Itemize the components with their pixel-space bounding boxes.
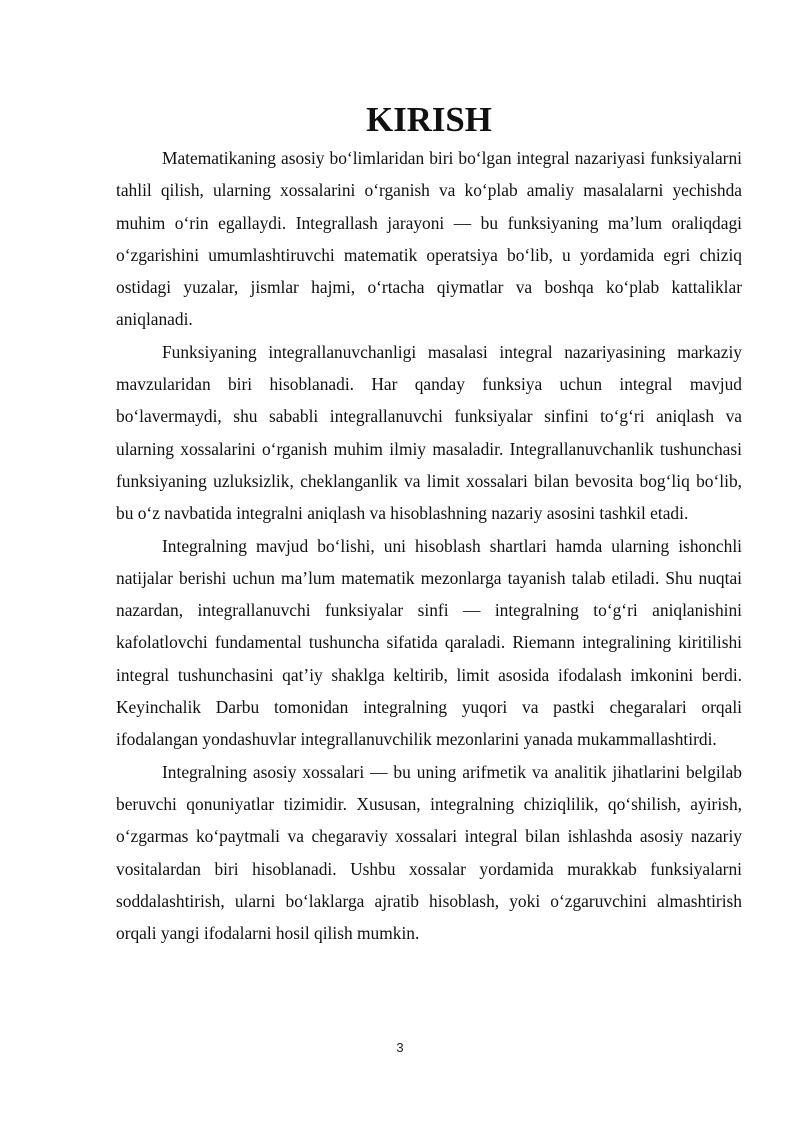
- paragraph-1: Matematikaning asosiy bo‘limlaridan biri bo‘lgan integral nazariyasi funksiyalarni tahlil qilish, ularning xossalarini o‘rganish va ko‘plab amaliy masalalarni yechishda muhim o‘rin egallaydi. Integrallash jarayoni — bu funksiyaning ma’lum oraliqdagi o‘zgarishini umumlashtiruvchi matematik operatsiya bo‘lib, u yordamida egri chiziq ostidagi yuzalar, jismlar hajmi, o‘rtacha qiymatlar va boshqa ko‘plab kattaliklar aniqlanadi.: [116, 148, 742, 330]
- paragraph-4: Integralning asosiy xossalari — bu uning arifmetik va analitik jihatlarini belgilab beruvchi qonuniyatlar tizimidir. Xususan, integralning chiziqlilik, qo‘shilish, ayirish, o‘zgarmas ko‘paytmali va chegaraviy xossalari integral bilan ishlashda asosiy nazariy vositalardan biri hisoblanadi. Ushbu xossalar yordamida murakkab funksiyalarni soddalashtirish, ularni bo‘laklarga ajratib hisoblash, yoki o‘zgaruvchini almashtirish orqali yangi ifodalarni hosil qilish mumkin.: [116, 761, 742, 944]
- paragraph-3: Integralning mavjud bo‘lishi, uni hisoblash shartlari hamda ularning ishonchli natijalar berishi uchun ma’lum matematik mezonlarga tayanish talab etiladi. Shu nuqtai nazardan, integrallanuvchi funksiyalar sinfi — integralning to‘g‘ri aniqlanishini kafolatlovchi fundamental tushuncha sifatida qaraladi. Riemann integralining kiritilishi integral tushunchasini qat’iy shaklga keltirib, limit asosida ifodalash imkonini berdi. Keyinchalik Darbu tomonidan integralning yuqori va pastki chegaralari orqali ifodalangan yondashuvlar integrallanuvchilik mezonlarini yanada mukammallashtirdi.: [116, 535, 742, 750]
- paragraph-2: Funksiyaning integrallanuvchanligi masalasi integral nazariyasining markaziy mavzularidan biri hisoblanadi. Har qanday funksiya uchun integral mavjud bo‘lavermaydi, shu sababli integrallanuvchi funksiyalar sinfini to‘g‘ri aniqlash va ularning xossalarini o‘rganish muhim ilmiy masaladir. Integrallanuvchanlik tushunchasi funksiyaning uzluksizlik, cheklanganlik va limit xossalari bilan bevosita bog‘liq bo‘lib, bu o‘z navbatida integralni aniqlash va hisoblashning nazariy asosini tashkil etadi.: [116, 341, 742, 524]
- section-title: KIRISH: [366, 100, 492, 139]
- document-body: [116, 100, 742, 949]
- page-number: 3: [396, 1040, 404, 1055]
